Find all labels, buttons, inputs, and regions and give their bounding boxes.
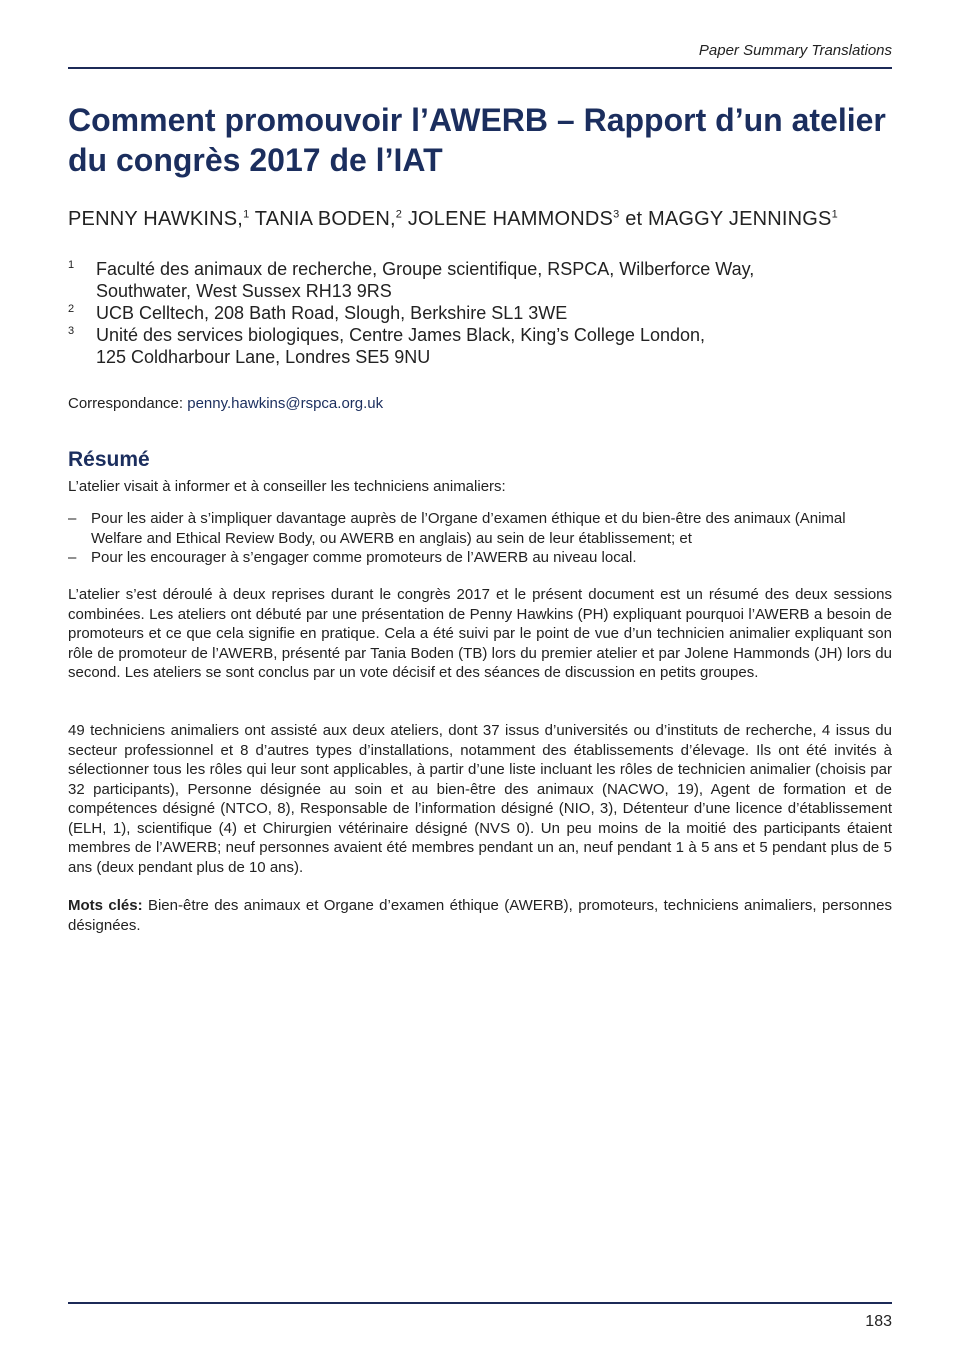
affiliation-text (96, 302, 892, 324)
list-item (68, 509, 892, 548)
author-affil-mark: 1 (831, 208, 838, 221)
resume-bullet-list (68, 509, 892, 568)
list-item (68, 548, 892, 568)
author-name: et MAGGY JENNINGS (625, 208, 832, 230)
author-name: JOLENE HAMMONDS (407, 208, 614, 230)
footer-rule (68, 1302, 892, 1304)
affiliation-list (68, 258, 892, 368)
paper-title: Comment promouvoir l’AWERB – Rapport d’un atelier du congrès 2017 de l’IAT (68, 102, 886, 178)
affiliation-number: 1 (68, 259, 75, 271)
author-name: TANIA BODEN, (254, 208, 396, 230)
affiliation-item (68, 258, 892, 302)
correspondence-email-link[interactable]: penny.hawkins@rspca.org.uk (187, 395, 384, 412)
affiliation-text (96, 324, 892, 368)
page-number: 183 (865, 1313, 892, 1330)
affiliation-line: 125 Coldharbour Lane, Londres SE5 9NU (96, 347, 431, 367)
affiliation-item (68, 324, 892, 368)
correspondence (68, 395, 383, 412)
author-list (68, 208, 892, 231)
bullet-dash: – (68, 510, 77, 527)
author-affil-mark: 3 (613, 208, 620, 221)
keywords-text: Bien-être des animaux et Organe d’examen éthique (AWERB), promoteurs, techniciens animaliers, personnes désignées. (68, 897, 892, 934)
resume-intro: L’atelier visait à informer et à conseiller les techniciens animaliers: (68, 478, 506, 495)
affiliation-item (68, 302, 892, 324)
bullet-text: Pour les encourager à s’engager comme promoteurs de l’AWERB au niveau local. (91, 549, 637, 566)
resume-paragraph-2: 49 techniciens animaliers ont assisté aux deux ateliers, dont 37 issus d’universités ou d’instituts de recherche, 4 issus du secteur professionnel et 8 d’autres types d’installations, notamment des établissements d’élevage. Ils ont été invités à sélectionner tous les rôles qui leur sont applicables, à partir d’une liste incluant les rôles de technicien animalier (choisis par 32 participants), Personne désignée au soin et au bien-être des animaux (NACWO, 19), Agent de formation et de compétences désigné (NTCO, 8), Responsable de l’information désigné (NIO, 3), Détenteur d’une licence d’établissement (ELH, 1), scientifique (4) et Chirurgien vétérinaire désigné (NVS 0). Un peu moins de la moitié des participants étaient membres de l’AWERB; neuf personnes avaient été membres pendant un an, neuf pendant 1 à 5 ans et 5 pendant plus de 5 ans (deux pendant plus de 10 ans). (68, 722, 892, 876)
bullet-text: Pour les aider à s’impliquer davantage auprès de l’Organe d’examen éthique et du bien-être des animaux (Animal Welfare and Ethical Review Body, ou AWERB en anglais) au sein de leur établissement; et (91, 510, 846, 547)
author-affil-mark: 2 (395, 208, 403, 221)
keywords (68, 896, 892, 935)
affiliation-number: 2 (68, 303, 75, 315)
bullet-dash: – (68, 549, 77, 566)
affiliation-text (96, 258, 892, 302)
affiliation-line: Southwater, West Sussex RH13 9RS (96, 281, 392, 301)
affiliation-line: Faculté des animaux de recherche, Groupe scientifique, RSPCA, Wilberforce Way, (96, 259, 755, 279)
section-heading-resume: Résumé (68, 448, 150, 471)
running-header: Paper Summary Translations (698, 42, 892, 59)
resume-paragraph-1: L’atelier s’est déroulé à deux reprises durant le congrès 2017 et le présent document est un résumé des deux sessions combinées. Les ateliers ont débuté par une présentation de Penny Hawkins (PH) expliquant pourquoi l’AWERB a besoin de promoteurs et ce que cela signifie en pratique. Cela a été suivi par le point de vue d’un technicien animalier expliquant son rôle de promoteur de l’AWERB, présenté par Tania Boden (TB) lors du premier atelier et par Jolene Hammonds (JH) lors du second. Les ateliers se sont conclus par un vote décisif et des séances de discussion en petits groupes. (68, 586, 892, 681)
author-name: PENNY HAWKINS, (68, 208, 244, 230)
author-affil-mark: 1 (243, 208, 250, 221)
header-rule (68, 67, 892, 69)
correspondence-label: Correspondance: (68, 395, 184, 412)
keywords-label: Mots clés: (68, 897, 143, 914)
affiliation-line: UCB Celltech, 208 Bath Road, Slough, Berkshire SL1 3WE (96, 303, 568, 323)
affiliation-line: Unité des services biologiques, Centre James Black, King’s College London, (96, 325, 706, 345)
affiliation-number: 3 (68, 325, 75, 337)
